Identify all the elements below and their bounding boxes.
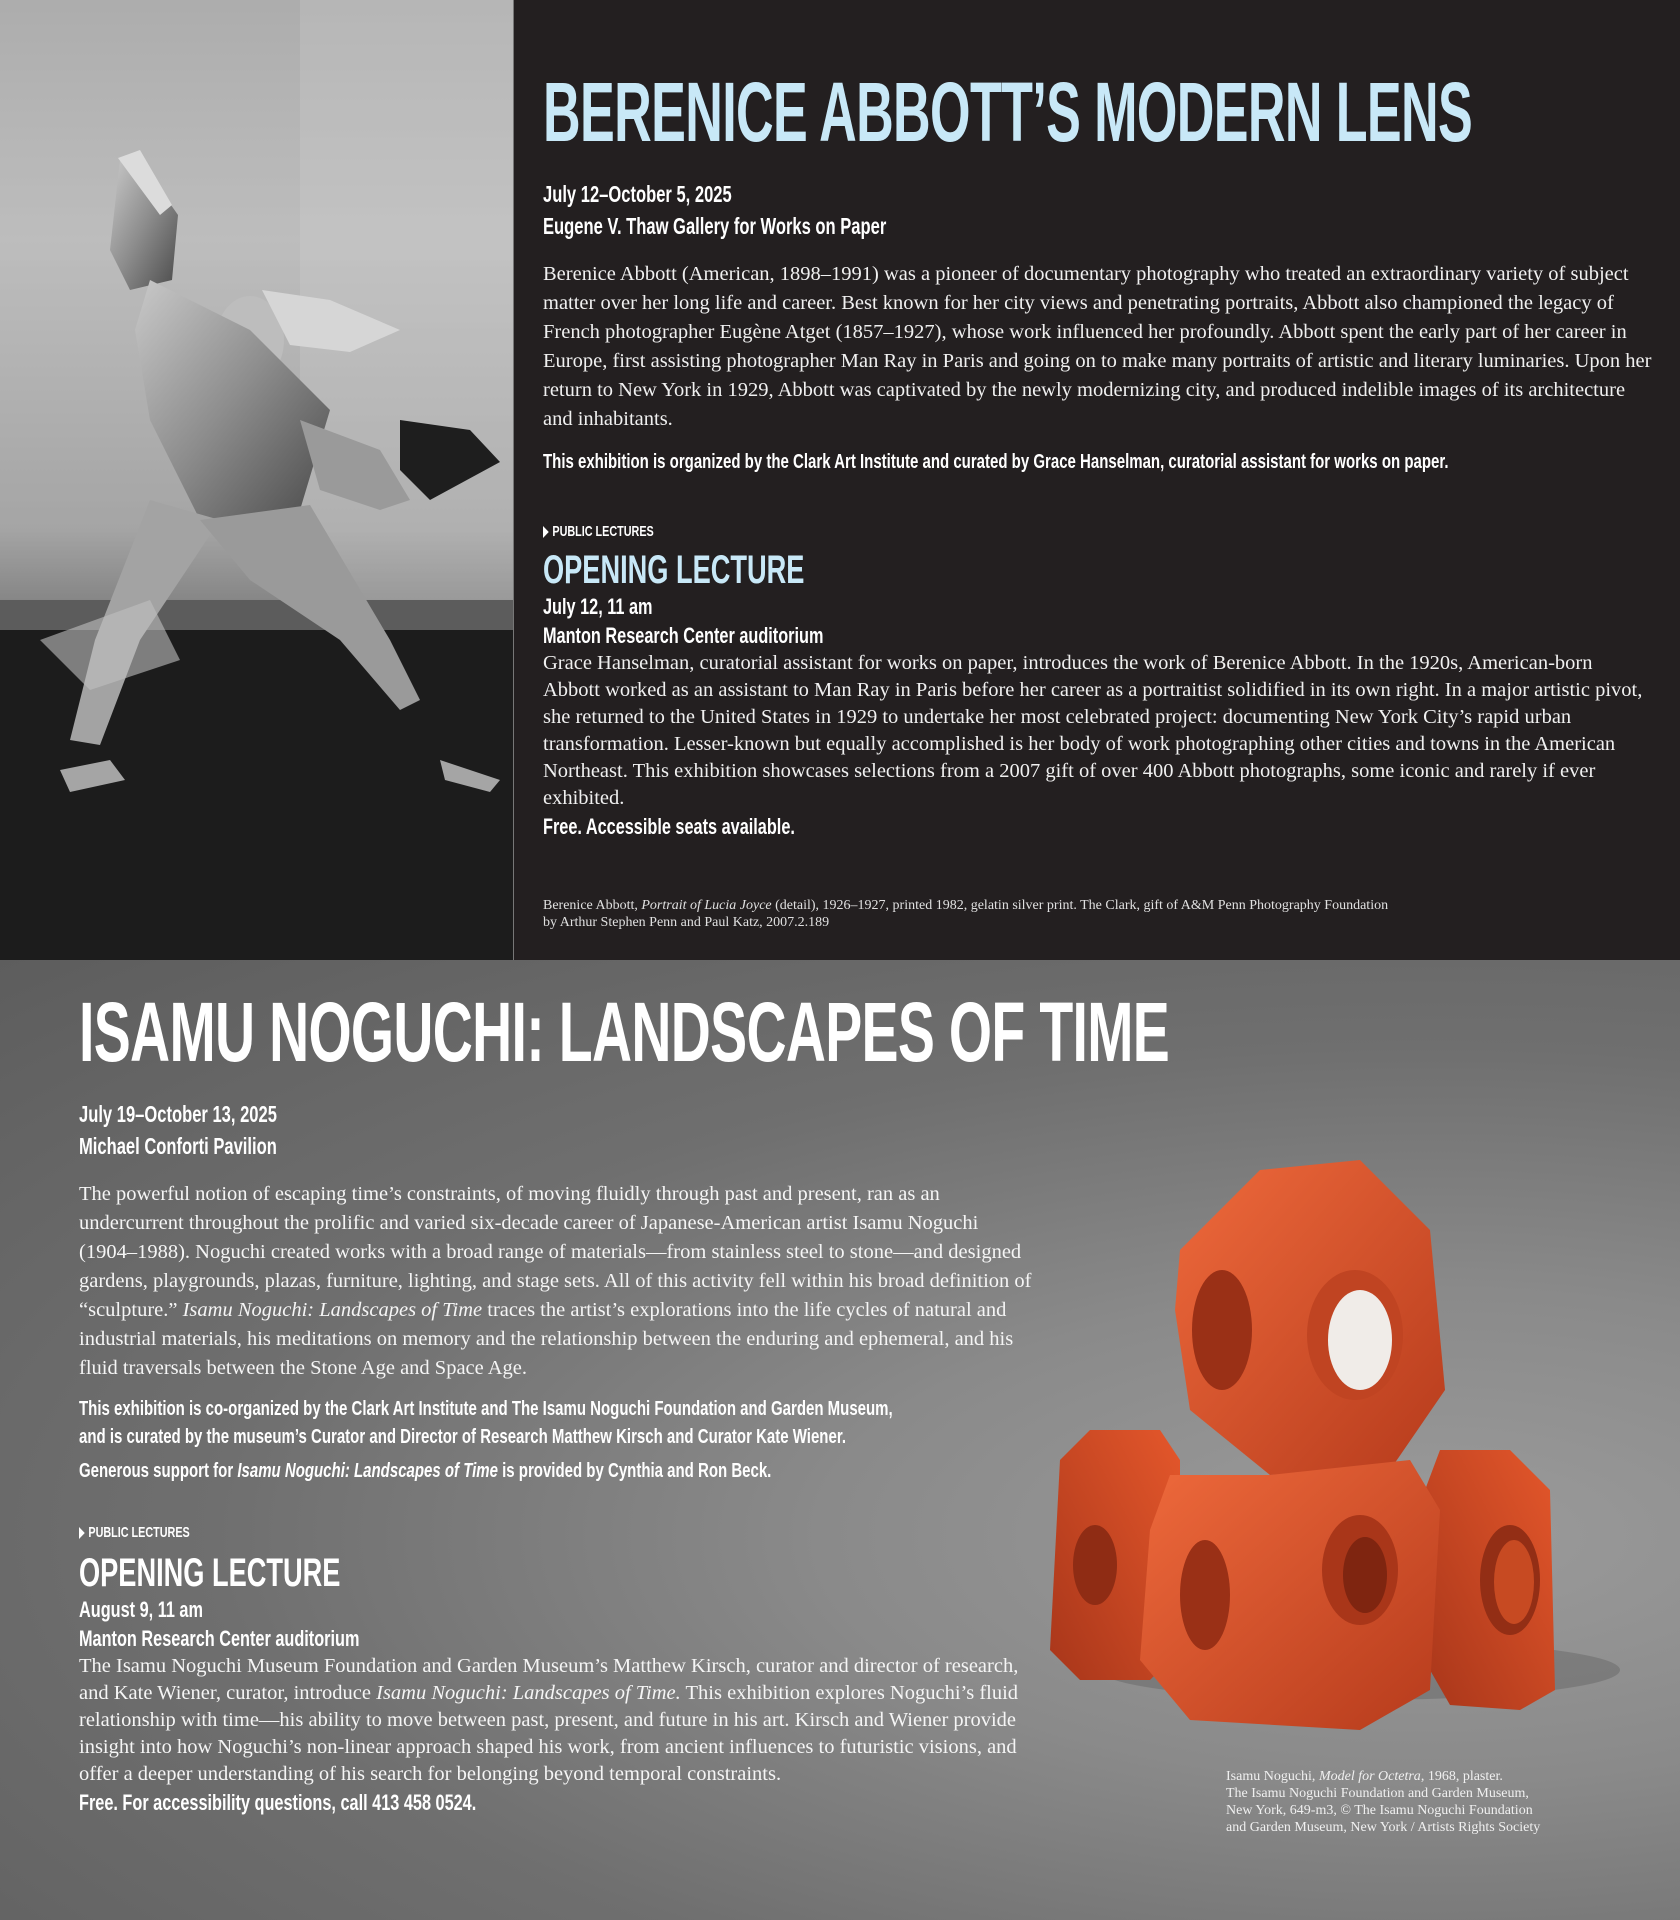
kicker-label: PUBLIC LECTURES bbox=[88, 1524, 190, 1541]
noguchi-exhibition-title: ISAMU NOGUCHI: LANDSCAPES OF TIME bbox=[79, 985, 1170, 1079]
kicker-label: PUBLIC LECTURES bbox=[552, 523, 654, 540]
abbott-description: Berenice Abbott (American, 1898–1991) was a pioneer of documentary photography who treated an extraordinary variety of subject matter over her long life and career. Best known for her city views and penetrating portraits, Abbott also championed the legacy of French photographer Eugène Atget (1857–1927), whose work influenced her profoundly. Abbott spent the early part of her career in Europe, first assisting photographer Man Ray in Paris and going on to make many portraits of artistic and literary luminaries. Upon her return to New York in 1929, Abbott was captivated by the newly modernizing city, and produced indelible images of its architecture and inhabitants. bbox=[543, 263, 1652, 430]
triangle-bullet-icon bbox=[79, 1527, 85, 1539]
noguchi-section bbox=[0, 960, 1680, 1920]
noguchi-lectures-kicker bbox=[79, 1523, 367, 1543]
abbott-lecture-title: OPENING LECTURE bbox=[543, 548, 805, 592]
noguchi-lecture-date: August 9, 11 am bbox=[79, 1597, 203, 1622]
noguchi-support-credit: Generous support for Isamu Noguchi: Landscapes of Time is provided by Cynthia and Ron Beck. bbox=[79, 1460, 772, 1482]
abbott-organizer-credit: This exhibition is organized by the Clark Art Institute and curated by Grace Hanselman, curatorial assistant for works on paper. bbox=[543, 451, 1449, 473]
abbott-photo-caption: Berenice Abbott, Portrait of Lucia Joyce (detail), 1926–1927, printed 1982, gelatin silver print. The Clark, gift of A&M Penn Photography Foundation by Arthur Stephen Penn and Paul Katz, 2007.2.189 bbox=[543, 898, 1389, 930]
dancer-photograph bbox=[0, 0, 513, 960]
abbott-lecture-date: July 12, 11 am bbox=[543, 594, 653, 619]
noguchi-organizer-line2: and is curated by the museum’s Curator and Director of Research Matthew Kirsch and Curator Kate Wiener. bbox=[79, 1426, 846, 1448]
abbott-lecture-note: Free. Accessible seats available. bbox=[543, 814, 795, 839]
section-divider bbox=[513, 0, 514, 960]
abbott-text-column bbox=[543, 65, 1653, 931]
abbott-venue: Eugene V. Thaw Gallery for Works on Paper bbox=[543, 213, 887, 239]
noguchi-text-column bbox=[79, 985, 1170, 1817]
noguchi-lecture-venue: Manton Research Center auditorium bbox=[79, 1626, 360, 1651]
noguchi-lecture-description: The Isamu Noguchi Museum Foundation and Garden Museum’s Matthew Kirsch, curator and director of research, and Kate Wiener, curator, introduce Isamu Noguchi: Landscapes of Time. This exhibition explores Noguchi’s fluid relationship with time—his ability to move between past, present, and future in his art. Kirsch and Wiener provide insight into how Noguchi’s non-linear approach shaped his work, from ancient influences to futuristic visions, and offer a deeper understanding of his search for belonging beyond temporal constraints. bbox=[79, 1655, 1019, 1785]
noguchi-description: The powerful notion of escaping time’s constraints, of moving fluidly through past and present, ran as an undercurrent throughout the prolific and varied six-decade career of Japanese-American artist Isamu Noguchi (1904–1988). Noguchi created works with a broad range of materials—from stainless steel to stone—and designed gardens, playgrounds, plazas, furniture, lighting, and stage sets. All of this activity fell within his broad definition of “sculpture.” Isamu Noguchi: Landscapes of Time traces the artist’s explorations into the life cycles of natural and industrial materials, his meditations on memory and the relationship between the enduring and ephemeral, and his fluid traversals between the Stone Age and Space Age. bbox=[79, 1183, 1032, 1379]
dancer-figure-illustration bbox=[0, 0, 513, 960]
noguchi-organizer-line1: This exhibition is co-organized by the Clark Art Institute and The Isamu Noguchi Foundation and Garden Museum, bbox=[79, 1398, 893, 1420]
abbott-exhibition-title: BERENICE ABBOTT’S MODERN LENS bbox=[543, 65, 1473, 159]
noguchi-venue: Michael Conforti Pavilion bbox=[79, 1133, 277, 1159]
noguchi-lecture-title: OPENING LECTURE bbox=[79, 1551, 341, 1595]
noguchi-dates: July 19–October 13, 2025 bbox=[79, 1101, 277, 1127]
octetra-sculpture-photograph bbox=[1030, 1130, 1630, 1730]
noguchi-photo-caption: Isamu Noguchi, Model for Octetra, 1968, plaster. The Isamu Noguchi Foundation and Garden Museum, New York, 649-m3, © The Isamu Noguchi Foundation and Garden Museum, New York / Artists Rights Society bbox=[1226, 1769, 1541, 1835]
abbott-dates: July 12–October 5, 2025 bbox=[543, 181, 732, 207]
abbott-lecture-description: Grace Hanselman, curatorial assistant for works on paper, introduces the work of Berenice Abbott. In the 1920s, American-born Abbott worked as an assistant to Man Ray in Paris before her career as a portraitist solidified in its own right. In a major artistic pivot, she returned to the United States in 1929 to undertake her most celebrated project: documenting New York City’s rapid urban transformation. Lesser-known but equally accomplished is her body of work photographing other cities and towns in the American Northeast. This exhibition showcases selections from a 2007 gift of over 400 Abbott photographs, some iconic and rarely if ever exhibited. bbox=[543, 652, 1643, 809]
abbott-lectures-kicker bbox=[543, 522, 831, 542]
abbott-lecture-venue: Manton Research Center auditorium bbox=[543, 623, 824, 648]
noguchi-lecture-note: Free. For accessibility questions, call 413 458 0524. bbox=[79, 1790, 477, 1815]
triangle-bullet-icon bbox=[543, 526, 549, 538]
